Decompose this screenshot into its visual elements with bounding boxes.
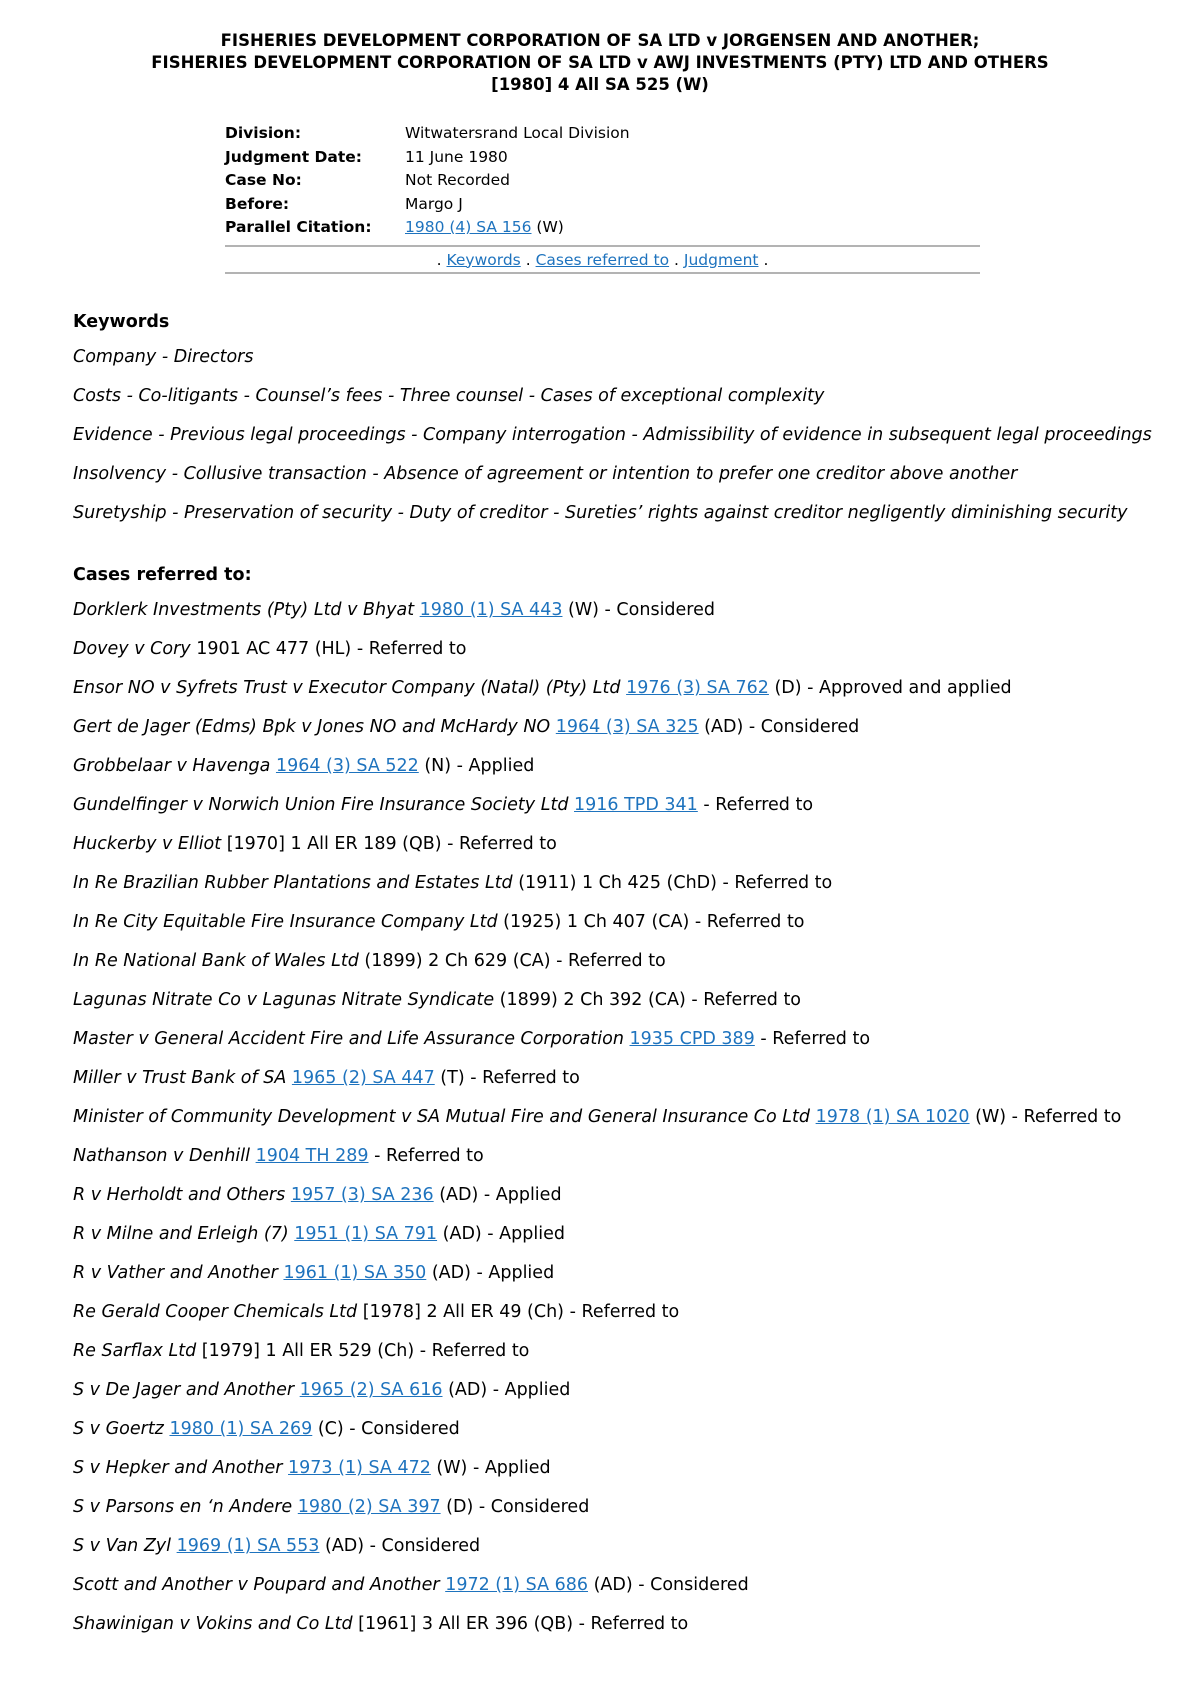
nav-dot: .: [436, 250, 442, 269]
nav-link-judgment[interactable]: Judgment: [683, 250, 759, 269]
case-treatment: (AD) - Considered: [698, 717, 860, 737]
case-name: Miller v Trust Bank of SA: [73, 1068, 287, 1088]
nav-dot: .: [763, 250, 769, 269]
case-metadata: [225, 124, 980, 274]
cases-heading: Cases referred to:: [73, 565, 252, 585]
judgment-date-label: Judgment Date:: [225, 147, 362, 166]
nav-dot: .: [525, 250, 531, 269]
case-item: [73, 988, 1183, 1027]
case-treatment: (N) - Applied: [418, 756, 535, 776]
case-name: Gert de Jager (Edms) Bpk v Jones NO and McHardy NO: [73, 717, 551, 737]
case-name: Lagunas Nitrate Co v Lagunas Nitrate Syndicate: [73, 990, 495, 1010]
case-item: [73, 1417, 1183, 1456]
case-citation-link[interactable]: 1973 (1) SA 472: [288, 1458, 431, 1478]
case-name: Master v General Accident Fire and Life Assurance Corporation: [73, 1029, 624, 1049]
case-treatment: (W) - Referred to: [969, 1107, 1122, 1127]
case-citation-link[interactable]: 1976 (3) SA 762: [626, 678, 769, 698]
case-item: [73, 1222, 1183, 1261]
parallel-citation-value: [405, 218, 630, 242]
parallel-citation-suffix: (W): [531, 218, 564, 236]
case-treatment: (D) - Approved and applied: [768, 678, 1012, 698]
cases-list: [73, 598, 1183, 1651]
case-item: [73, 1378, 1183, 1417]
case-item: [73, 1183, 1183, 1222]
case-treatment: - Referred to: [685, 990, 802, 1010]
parallel-citation-label: Parallel Citation:: [225, 218, 372, 236]
case-name: S v Goertz: [73, 1419, 164, 1439]
case-item: [73, 1261, 1183, 1300]
case-citation: 1901 AC 477 (HL): [190, 639, 352, 659]
keywords-heading: Keywords: [73, 312, 170, 332]
case-treatment: - Referred to: [697, 795, 814, 815]
case-name: S v De Jager and Another: [73, 1380, 295, 1400]
case-treatment: - Referred to: [414, 1341, 530, 1361]
case-citation: (1899) 2 Ch 392 (CA): [494, 990, 686, 1010]
title-line-2: FISHERIES DEVELOPMENT CORPORATION OF SA LTD v AWJ INVESTMENTS (PTY) LTD AND OTHERS: [151, 53, 1049, 72]
case-item: [73, 1495, 1183, 1534]
case-treatment: - Referred to: [689, 912, 805, 932]
title-line-1: FISHERIES DEVELOPMENT CORPORATION OF SA LTD v JORGENSEN AND ANOTHER;: [220, 31, 980, 50]
case-citation-link[interactable]: 1965 (2) SA 616: [299, 1380, 443, 1400]
case-no-label: Case No:: [225, 171, 302, 189]
case-citation: [1970] 1 All ER 189 (QB): [221, 834, 442, 854]
division-label: Division:: [225, 124, 302, 142]
case-citation-link[interactable]: 1916 TPD 341: [574, 795, 698, 815]
metadata-divider-bottom: [225, 272, 980, 274]
case-name: Dorklerk Investments (Pty) Ltd v Bhyat: [73, 600, 415, 620]
case-treatment: - Referred to: [754, 1029, 871, 1049]
case-treatment: - Referred to: [716, 873, 833, 893]
case-citation: (1925) 1 Ch 407 (CA): [497, 912, 690, 932]
before-value: Margo J: [405, 194, 463, 213]
case-item: [73, 1027, 1183, 1066]
metadata-row-division: [225, 124, 630, 148]
document-title: [0, 30, 1200, 96]
nav-link-cases[interactable]: Cases referred to: [535, 250, 670, 269]
case-item: [73, 1144, 1183, 1183]
case-name: Dovey v Cory: [73, 639, 191, 659]
case-name: Gundelfinger v Norwich Union Fire Insurance Society Ltd: [73, 795, 569, 815]
metadata-table: [225, 124, 630, 242]
case-treatment: - Referred to: [550, 951, 666, 971]
case-item: [73, 910, 1183, 949]
case-citation-link[interactable]: 1935 CPD 389: [629, 1029, 755, 1049]
case-treatment: (AD) - Applied: [426, 1263, 555, 1283]
judgment-date-value: 11 June 1980: [405, 147, 508, 166]
case-item: [73, 871, 1183, 910]
section-nav: [225, 247, 980, 272]
case-name: In Re Brazilian Rubber Plantations and Estates Ltd: [73, 873, 513, 893]
case-citation-link[interactable]: 1969 (1) SA 553: [176, 1536, 320, 1556]
title-line-3: [1980] 4 All SA 525 (W): [491, 75, 709, 94]
keyword-item: Insolvency - Collusive transaction - Absence of agreement or intention to prefer one creditor above another: [73, 464, 1018, 484]
case-name: In Re City Equitable Fire Insurance Company Ltd: [73, 912, 498, 932]
case-name: R v Milne and Erleigh (7): [73, 1224, 289, 1244]
case-treatment: (C) - Considered: [312, 1419, 460, 1439]
case-name: R v Vather and Another: [73, 1263, 278, 1283]
case-item: [73, 1066, 1183, 1105]
metadata-row-parallel-citation: [225, 218, 630, 242]
case-name: In Re National Bank of Wales Ltd: [73, 951, 359, 971]
case-name: Minister of Community Development v SA Mutual Fire and General Insurance Co Ltd: [73, 1107, 811, 1127]
case-item: [73, 637, 1183, 676]
case-name: Grobbelaar v Havenga: [73, 756, 271, 776]
case-citation: [1979] 1 All ER 529 (Ch): [196, 1341, 415, 1361]
case-item: [73, 1339, 1183, 1378]
case-item: [73, 676, 1183, 715]
case-citation-link[interactable]: 1964 (3) SA 522: [275, 756, 419, 776]
nav-dot: .: [674, 250, 679, 269]
case-treatment: (AD) - Considered: [319, 1536, 481, 1556]
case-citation-link[interactable]: 1957 (3) SA 236: [290, 1185, 434, 1205]
case-citation-link[interactable]: 1904 TH 289: [255, 1146, 369, 1166]
case-name: Nathanson v Denhill: [73, 1146, 250, 1166]
before-label: Before:: [225, 194, 290, 213]
case-name: Re Sarflax Ltd: [73, 1341, 197, 1361]
case-treatment: (AD) - Considered: [588, 1575, 749, 1595]
case-name: Re Gerald Cooper Chemicals Ltd: [73, 1302, 358, 1322]
case-treatment: (T) - Referred to: [434, 1068, 580, 1088]
metadata-row-before: [225, 195, 630, 219]
case-item: [73, 1300, 1183, 1339]
case-citation-link[interactable]: 1964 (3) SA 325: [555, 717, 699, 737]
case-name: Ensor NO v Syfrets Trust v Executor Company (Natal) (Pty) Ltd: [73, 678, 621, 698]
case-treatment: (AD) - Applied: [442, 1380, 571, 1400]
case-item: [73, 1534, 1183, 1573]
case-name: R v Herholdt and Others: [73, 1185, 286, 1205]
case-name: Scott and Another v Poupard and Another: [73, 1575, 440, 1595]
case-citation: [1978] 2 All ER 49 (Ch): [357, 1302, 564, 1322]
case-treatment: - Referred to: [573, 1614, 689, 1634]
case-citation-link[interactable]: 1980 (2) SA 397: [297, 1497, 441, 1517]
case-item: [73, 1105, 1183, 1144]
keyword-item: Costs - Co-litigants - Counsel’s fees - Three counsel - Cases of exceptional complexity: [73, 386, 825, 406]
case-citation-link[interactable]: 1951 (1) SA 791: [294, 1224, 438, 1244]
case-citation-link[interactable]: 1978 (1) SA 1020: [815, 1107, 970, 1127]
metadata-row-case-no: [225, 171, 630, 195]
case-treatment: (AD) - Applied: [433, 1185, 562, 1205]
case-treatment: - Referred to: [368, 1146, 484, 1166]
keyword-item: Evidence - Previous legal proceedings - Company interrogation - Admissibility of evidence in subsequent legal proceedings: [73, 425, 1152, 445]
case-treatment: (W) - Considered: [562, 600, 715, 620]
case-item: [73, 1612, 1183, 1651]
parallel-citation-link[interactable]: 1980 (4) SA 156: [405, 218, 532, 236]
case-citation-link[interactable]: 1972 (1) SA 686: [445, 1575, 589, 1595]
case-treatment: - Referred to: [564, 1302, 680, 1322]
keywords-section: [73, 310, 1183, 540]
case-name: Shawinigan v Vokins and Co Ltd: [73, 1614, 353, 1634]
case-treatment: - Referred to: [351, 639, 467, 659]
case-treatment: (AD) - Applied: [437, 1224, 565, 1244]
division-value: Witwatersrand Local Division: [405, 124, 630, 142]
cases-section: [73, 563, 1183, 1651]
case-name: Huckerby v Elliot: [73, 834, 222, 854]
case-item: [73, 793, 1183, 832]
case-treatment: (D) - Considered: [440, 1497, 590, 1517]
nav-link-keywords[interactable]: Keywords: [446, 250, 521, 269]
case-item: [73, 754, 1183, 793]
case-no-value: Not Recorded: [405, 171, 511, 189]
case-citation-link[interactable]: 1965 (2) SA 447: [291, 1068, 435, 1088]
keyword-item: Suretyship - Preservation of security - Duty of creditor - Sureties’ rights against creditor negligently diminishing security: [73, 503, 1128, 523]
case-item: [73, 1456, 1183, 1495]
case-citation-link[interactable]: 1961 (1) SA 350: [283, 1263, 427, 1283]
case-citation: (1911) 1 Ch 425 (ChD): [512, 873, 717, 893]
case-treatment: - Referred to: [441, 834, 557, 854]
case-citation: [1961] 3 All ER 396 (QB): [352, 1614, 574, 1634]
case-citation-link[interactable]: 1980 (1) SA 443: [419, 600, 563, 620]
case-item: [73, 715, 1183, 754]
case-item: [73, 949, 1183, 988]
metadata-row-judgment-date: [225, 148, 630, 172]
case-citation: (1899) 2 Ch 629 (CA): [358, 951, 551, 971]
keyword-item: Company - Directors: [73, 347, 254, 367]
case-item: [73, 1573, 1183, 1612]
case-item: [73, 832, 1183, 871]
case-name: S v Van Zyl: [73, 1536, 172, 1556]
case-name: S v Hepker and Another: [73, 1458, 283, 1478]
case-item: [73, 598, 1183, 637]
case-citation-link[interactable]: 1980 (1) SA 269: [169, 1419, 313, 1439]
case-treatment: (W) - Applied: [430, 1458, 551, 1478]
case-name: S v Parsons en ‘n Andere: [73, 1497, 293, 1517]
